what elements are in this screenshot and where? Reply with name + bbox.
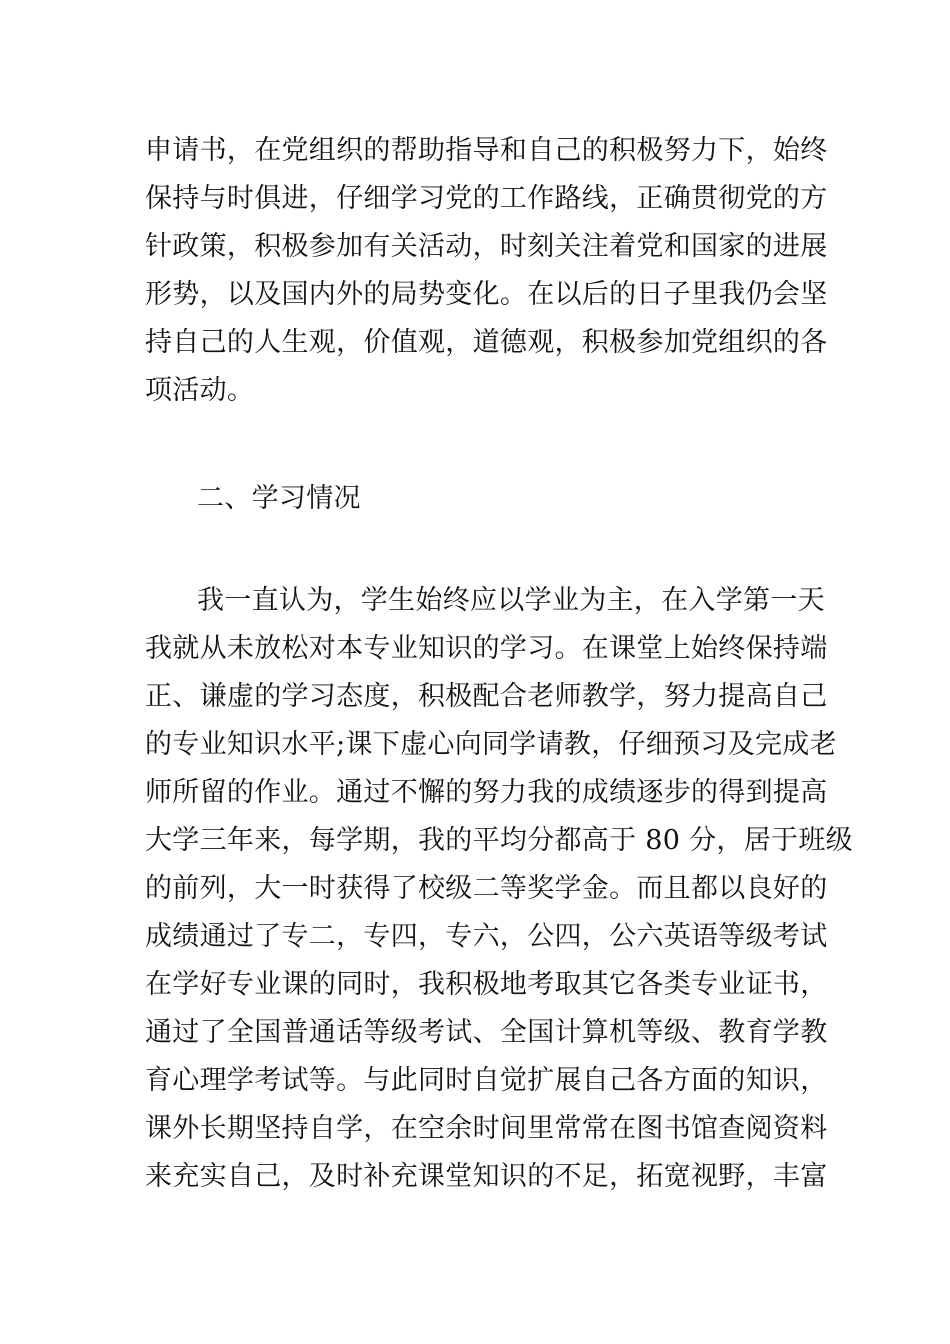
section-heading: 二、学习情况 [197, 483, 361, 514]
paragraph-1-line: 保持与时俱进，仔细学习党的工作路线，正确贯彻党的方 [145, 183, 828, 214]
paragraph-2-line: 在学好专业课的同时，我积极地考取其它各类专业证书， [145, 969, 828, 1000]
paragraph-2-line: 的专业知识水平;课下虚心向同学请教，仔细预习及完成老 [145, 729, 837, 760]
paragraph-1-line: 项活动。 [145, 375, 255, 406]
paragraph-2-line: 成绩通过了专二，专四，专六，公四，公六英语等级考试 [145, 921, 828, 952]
paragraph-2-line: 师所留的作业。通过不懈的努力我的成绩逐步的得到提高 [145, 777, 828, 808]
paragraph-2-line: 来充实自己，及时补充课堂知识的不足，拓宽视野，丰富 [145, 1161, 828, 1192]
paragraph-2-line: 我一直认为，学生始终应以学业为主，在入学第一天 [197, 585, 825, 616]
paragraph-2-line: 正、谦虚的学习态度，积极配合老师教学，努力提高自己 [145, 681, 828, 712]
paragraph-1-line: 持自己的人生观，价值观，道德观，积极参加党组织的各 [145, 327, 828, 358]
paragraph-2-line: 我就从未放松对本专业知识的学习。在课堂上始终保持端 [145, 633, 828, 664]
paragraph-2-line: 课外长期坚持自学，在空余时间里常常在图书馆查阅资料 [145, 1113, 828, 1144]
paragraph-1-line: 针政策，积极参加有关活动，时刻关注着党和国家的进展 [145, 231, 828, 262]
paragraph-2-line: 大学三年来，每学期，我的平均分都高于 80 分，居于班级 [145, 825, 853, 856]
paragraph-1-line: 申请书，在党组织的帮助指导和自己的积极努力下，始终 [145, 135, 828, 166]
paragraph-2-line: 育心理学考试等。与此同时自觉扩展自己各方面的知识， [145, 1065, 828, 1096]
paragraph-1-line: 形势，以及国内外的局势变化。在以后的日子里我仍会坚 [145, 279, 828, 310]
paragraph-2-line: 通过了全国普通话等级考试、全国计算机等级、教育学教 [145, 1017, 828, 1048]
paragraph-2-line: 的前列，大一时获得了校级二等奖学金。而且都以良好的 [145, 873, 828, 904]
